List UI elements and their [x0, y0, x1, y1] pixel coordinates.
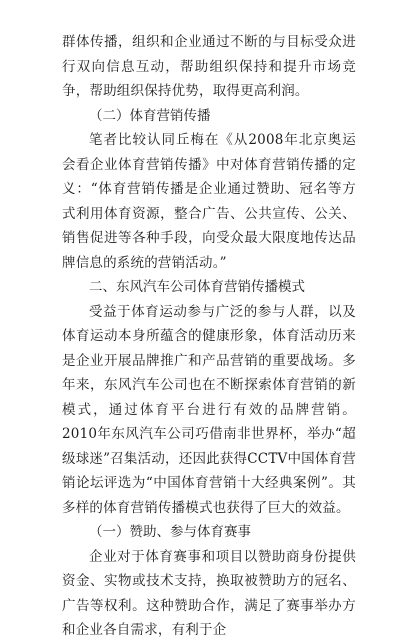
paragraph-dongfeng-practice: 受益于体育运动参与广泛的参与人群，以及体育运动本身所蕴含的健康形象，体育活动历来是企业开展品牌推广和产品营销的重要战场。多年来，东风汽车公司也在不断探索体育营销的新模式，通过体育平台进行有效的品牌营销。2010年东风汽车公司巧借南非世界杯，举办“超级球迷”召集活动，还因此获得CCTV中国体育营销论坛评选为“中国体育营销十大经典案例”。其多样的体育营销传播模式也获得了巨大的效益。 — [62, 303, 356, 516]
section-heading-sponsorship: （一）赞助、参与体育赛事 — [89, 524, 251, 540]
section-heading-sports-marketing-communication: （二）体育营销传播 — [89, 107, 211, 124]
paragraph-sponsorship: 企业对于体育赛事和项目以赞助商身份提供资金、实物或技术支持，换取被赞助方的冠名、广告等权利。这种赞助合作，满足了赛事举办方和企业各自需求，有利于企 — [62, 548, 356, 638]
section-heading-dongfeng-model: 二、东风汽车公司体育营销传播模式 — [89, 279, 305, 295]
paragraph-group-communication: 群体传播，组织和企业通过不断的与目标受众进行双向信息互动，帮助组织保持和提升市场竞争，帮助组织保持优势，取得更高利润。 — [62, 34, 356, 99]
paragraph-definition: 笔者比较认同丘梅在《从2008年北京奥运会看企业体育营销传播》中对体育营销传播的定义：“体育营销传播是企业通过赞助、冠名等方式利用体育资源，整合广告、公共宣传、公关、销售促进等各种手段，向受众最大限度地传达品牌信息的系统的营销活动。” — [62, 132, 356, 271]
